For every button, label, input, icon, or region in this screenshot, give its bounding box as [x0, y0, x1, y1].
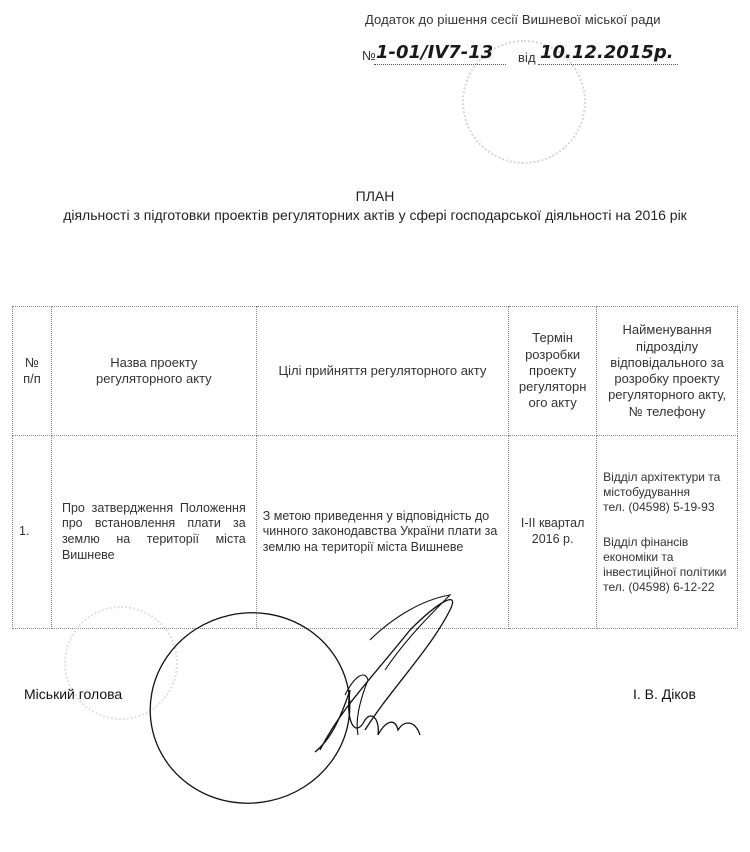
table-header-row: [13, 307, 738, 436]
header-term: Термін розробки проекту регуляторн ого акту: [509, 307, 597, 436]
header-dept-label: Найменування підрозділу відповідального за розробку проекту регуляторного акту,: [608, 322, 727, 403]
dept1-phone: тел. (04598) 5-19-93: [603, 499, 715, 514]
resolution-date: 10.12.2015р.: [540, 42, 674, 63]
cell-term: І-ІІ квартал 2016 р.: [509, 436, 597, 629]
addendum-text: Додаток до рішення сесії Вишневої міської ради: [365, 12, 661, 27]
resolution-number: 1-01/IV7-13: [376, 42, 494, 63]
cell-dept: [597, 436, 738, 629]
signature-stroke-1: [320, 600, 453, 750]
dept2-phone: тел. (04598) 6-12-22: [603, 579, 715, 594]
date-prefix: від: [518, 50, 536, 65]
header-goal: Цілі прийняття регуляторного акту: [256, 307, 508, 436]
header-name: Назва проекту регуляторного акту: [51, 307, 256, 436]
number-prefix: №: [362, 48, 377, 63]
dept1-name: Відділ архітектури та містобудування: [603, 469, 721, 499]
resolution-line: [362, 40, 692, 68]
mayor-position: Міський голова: [24, 686, 123, 702]
header-dept: [597, 307, 738, 436]
signature-scribble: [140, 570, 500, 850]
header-num: № п/п: [13, 307, 52, 436]
plan-subtitle: діяльності з підготовки проектів регуляторних актів у сфері господарської діяльності на 2016 рік: [63, 207, 687, 223]
cell-name: Про затвердження Положення про встановлення плати за землю на території міста Вишневе: [51, 436, 256, 629]
number-underline: [374, 64, 506, 65]
cell-num: 1.: [13, 436, 52, 629]
header-dept-phone: № телефону: [628, 403, 706, 419]
date-underline: [538, 64, 678, 65]
signature-loop: [140, 594, 368, 821]
mayor-name: І. В. Діков: [633, 686, 696, 702]
plan-title: ПЛАН: [355, 188, 395, 204]
cell-goal: З метою приведення у відповідність до чинного законодавства України плати за землю на території міста Вишневе: [256, 436, 508, 629]
dept2-name: Відділ фінансів економіки та інвестиційної політики: [603, 534, 727, 579]
signature-stroke-2: [315, 690, 420, 752]
